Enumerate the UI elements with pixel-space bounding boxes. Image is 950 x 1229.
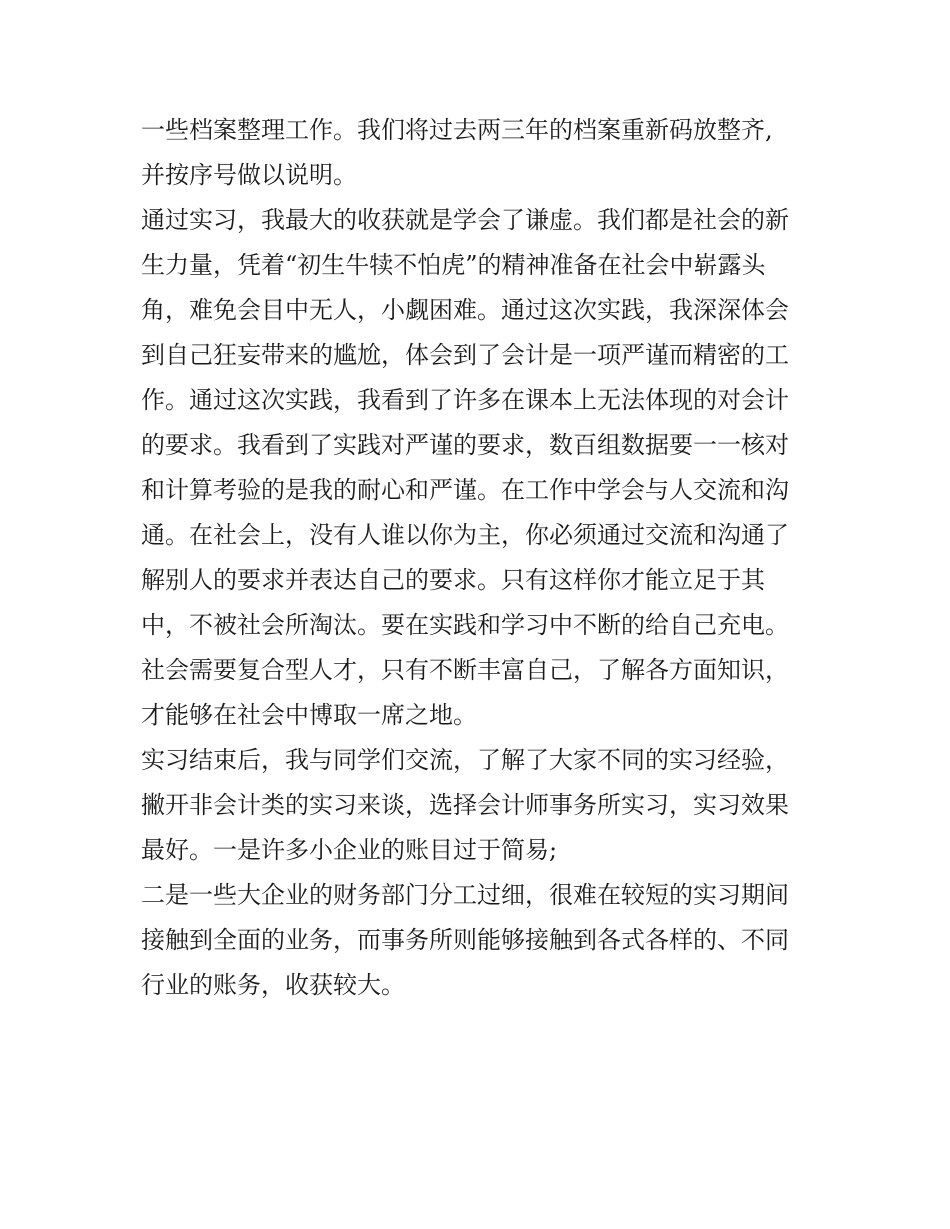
text-line: 接触到全面的业务，而事务所则能够接触到各式各样的、不同 (141, 926, 789, 954)
text-line: 实习结束后，我与同学们交流，了解了大家不同的实习经验， (141, 746, 789, 774)
text-line: 生力量，凭着“初生牛犊不怕虎”的精神准备在社会中崭露头 (141, 251, 766, 279)
text-line: 社会需要复合型人才，只有不断丰富自己，了解各方面知识， (141, 656, 789, 684)
text-line: 中，不被社会所淘汰。要在实践和学习中不断的给自己充电。 (141, 611, 789, 639)
text-line: 撇开非会计类的实习来谈，选择会计师事务所实习，实习效果 (141, 791, 789, 819)
text-line: 通。在社会上，没有人谁以你为主，你必须通过交流和沟通了 (141, 521, 789, 549)
text-line: 通过实习，我最大的收获就是学会了谦虚。我们都是社会的新 (141, 206, 789, 234)
text-line: 到自己狂妄带来的尴尬，体会到了会计是一项严谨而精密的工 (141, 341, 789, 369)
text-line: 行业的账务，收获较大。 (141, 971, 405, 999)
text-line: 一些档案整理工作。我们将过去两三年的档案重新码放整齐, (141, 116, 773, 144)
text-line: 最好。一是许多小企业的账目过于简易; (141, 836, 558, 864)
text-line: 解别人的要求并表达自己的要求。只有这样你才能立足于其 (141, 566, 765, 594)
text-line: 并按序号做以说明。 (141, 161, 357, 189)
text-line: 和计算考验的是我的耐心和严谨。在工作中学会与人交流和沟 (141, 476, 789, 504)
text-line: 作。通过这次实践，我看到了许多在课本上无法体现的对会计 (141, 386, 789, 414)
text-line: 的要求。我看到了实践对严谨的要求，数百组数据要一一核对 (141, 431, 789, 459)
text-line: 二是一些大企业的财务部门分工过细，很难在较短的实习期间 (141, 881, 789, 909)
text-line: 角，难免会目中无人，小觑困难。通过这次实践，我深深体会 (141, 296, 789, 324)
document-body (141, 108, 821, 1008)
text-line: 才能够在社会中博取一席之地。 (141, 701, 477, 729)
